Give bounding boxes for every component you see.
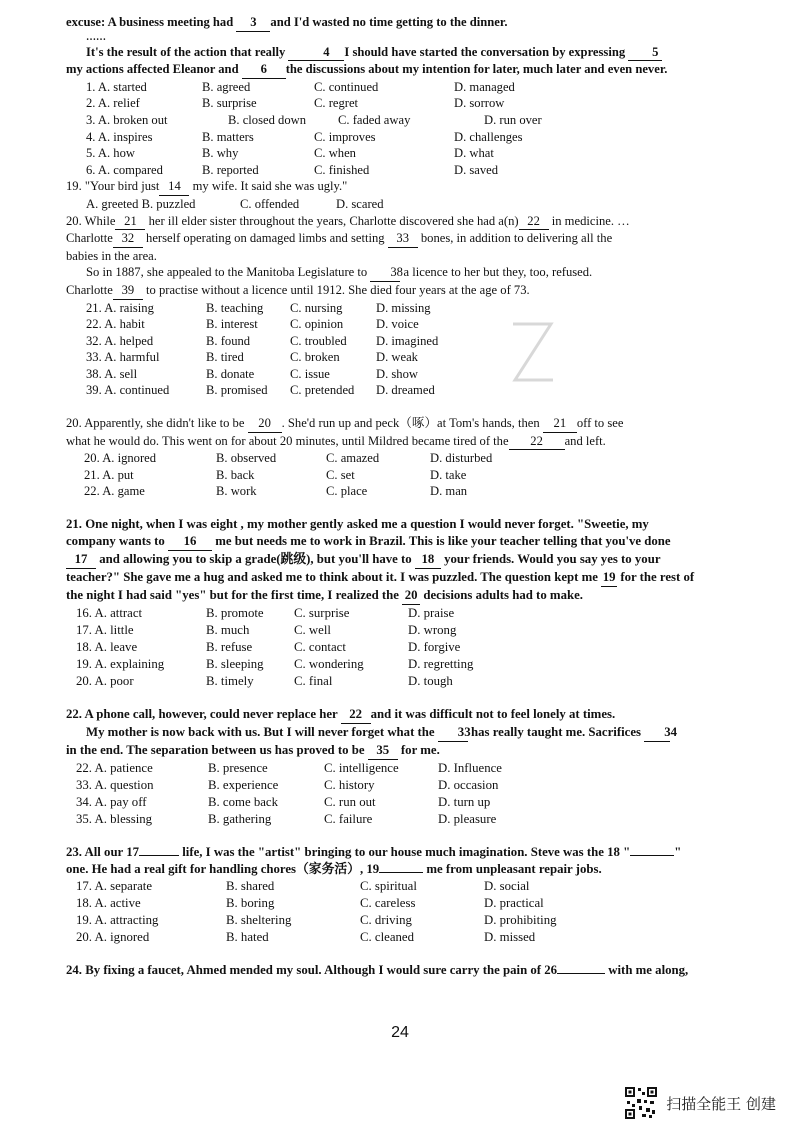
section-question-21 [66,516,756,690]
blank-19 [379,872,423,873]
passage-line [66,533,756,551]
option: C. troubled [290,333,347,348]
text: her ill elder sister throughout the years, Charlotte discovered she had a(n) [145,213,519,228]
passage-line [66,706,756,724]
option: 17. A. little [76,623,134,638]
passage-line [66,724,756,742]
option: 5. A. how [86,146,135,161]
options-grid [66,79,756,179]
option: 20. A. ignored [84,451,157,466]
option: C. continued [314,79,379,94]
blank-21: 21 [115,213,145,231]
option: C. faded away [338,112,411,127]
option: D. missed [484,930,536,945]
option: D. run over [484,112,542,127]
option: D. tough [408,674,453,689]
section-passage-1 [66,14,756,178]
blank-21: 21 [543,415,577,433]
option: C. improves [314,129,376,144]
text: in the end. The separation between us has proved to be [66,743,368,758]
option: C. run out [324,795,376,810]
passage-line [66,569,756,587]
option: C. careless [360,896,416,911]
page-number: 24 [391,1024,409,1041]
scanner-app-text: 扫描全能王 创建 [666,1094,776,1113]
option: C. place [326,484,368,499]
ellipsis: …… [86,31,106,43]
blank-20: 20 [402,587,420,605]
passage-line [66,433,756,451]
option: B. timely [206,674,254,689]
text: Charlotte [66,231,113,246]
passage-line [66,742,756,760]
section-question-20-mildred [66,415,756,500]
text: one. He had a real gift for handling chores（家务活）, 19 [66,862,380,877]
text: So in 1887, she appealed to the Manitoba Legislature to [86,265,371,280]
text: 24. By fixing a faucet, Ahmed mended my soul. Although I would sure carry the pain of 26 [66,963,558,978]
option: B. work [216,484,257,499]
text: It's the result of the action that really [86,44,289,59]
passage-line [66,213,756,231]
text: 20. Apparently, she didn't like to be [66,416,248,431]
blank-20: 20 [248,415,282,433]
option: 34. A. pay off [76,795,147,810]
option: 6. A. compared [86,162,163,177]
option: C. spiritual [360,879,417,894]
passage-line [66,44,756,62]
passage-line [66,230,756,248]
option: B. found [206,333,251,348]
text: 22. A phone call, however, could never replace her [66,707,341,722]
option: B. hated [226,930,269,945]
option: C. driving [360,913,412,928]
option: 22. A. patience [76,761,153,776]
option: B. closed down [228,112,307,127]
option: C. opinion [290,317,344,332]
text: life, I was the "artist" bringing to our house much imagination. Steve was the 18 " [179,845,631,860]
blank-35: 35 [368,742,398,760]
option: 21. A. put [84,467,134,482]
option: D. turn up [438,795,491,810]
text: 20. While [66,213,116,228]
text: for me. [397,743,440,758]
section-question-23 [66,844,756,946]
passage-line: 21. One night, when I was eight , my mother gently asked me a question I would never forget. "Sweetie, my [66,517,649,532]
text: what he would do. This went on for about 20 minutes, until Mildred became tired of the [66,433,509,448]
option: C. surprise [294,606,350,621]
option: D. man [430,484,468,499]
option: 18. A. active [76,896,141,911]
option: D. weak [376,350,418,365]
blank-38: 38 [370,264,400,282]
blank-39: 39 [113,282,143,300]
option: C. set [326,467,355,482]
section-question-20-charlotte [66,213,756,400]
option: 17. A. separate [76,879,153,894]
option: 19. A. explaining [76,657,165,672]
text: 23. All our 17 [66,845,140,860]
option: B. matters [202,129,254,144]
text: my wife. It said she was ugly." [189,179,348,194]
text: decisions adults had to make. [420,588,583,603]
option: D. occasion [438,778,499,793]
options-grid [66,300,756,400]
option: C. when [314,146,356,161]
text: me from unpleasant repair jobs. [423,862,602,877]
text: company wants to [66,534,169,549]
option: 4. A. inspires [86,129,153,144]
option: 22. A. game [84,484,145,499]
text: herself operating on damaged limbs and setting [142,231,388,246]
options-grid [66,605,756,690]
option: 3. A. broken out [86,112,168,127]
passage-line: babies in the area. [66,248,157,263]
option: B. sleeping [206,657,264,672]
text: your friends. Would you say yes to your [440,552,661,567]
option: 22. A. habit [86,317,145,332]
option: B. interest [206,317,258,332]
text: my actions affected Eleanor and [66,62,242,77]
text: . She'd run up and peck（啄）at Tom's hands, then [281,416,543,431]
passage-line [66,551,756,569]
passage-line [66,415,756,433]
option: C. intelligence [324,761,399,776]
option: D. show [376,366,418,381]
option: B. much [206,623,250,638]
blank-18: 18 [415,551,441,569]
option: D. scared [336,196,384,211]
option: C. amazed [326,451,380,466]
option: B. sheltering [226,913,292,928]
blank-17: 17 [66,551,96,569]
blank-16: 16 [168,533,212,551]
option: B. gathering [208,812,272,827]
blank-33: 33 [438,724,468,742]
scanner-footer [624,1086,776,1120]
option: 33. A. question [76,778,154,793]
text: bones, in addition to delivering all the [417,231,613,246]
option: D. prohibiting [484,913,557,928]
text: and allowing you to skip a grade(跳级), but you'll have to [96,552,415,567]
passage-line [66,861,756,878]
option: B. boring [226,896,275,911]
option: 20. A. ignored [76,930,150,945]
blank-3: 3 [236,14,270,32]
blank-19: 19 [601,569,617,587]
option: B. promote [206,606,264,621]
option: B. come back [208,795,279,810]
passage-line [66,61,756,79]
option: D. forgive [408,640,461,655]
section-question-24 [66,962,756,979]
option: B. observed [216,451,277,466]
text: has really taught me. Sacrifices [467,725,645,740]
text: to practise without a licence until 1912. She died four years at the age of 73. [142,282,530,297]
option: C. issue [290,366,330,381]
option: C. broken [290,350,340,365]
option: D. Influence [438,761,502,776]
option: B. surprise [202,96,257,111]
options-grid [66,450,756,500]
option: D. disturbed [430,451,493,466]
blank-26 [557,973,605,974]
option: A. greeted B. puzzled [86,196,196,211]
passage-line [66,282,756,300]
passage-line [66,962,756,979]
exam-page [66,14,756,979]
option: D. imagined [376,333,439,348]
blank-34: 34 [644,724,670,742]
option: C. failure [324,812,373,827]
option: D. take [430,467,467,482]
option: 18. A. leave [76,640,138,655]
option: D. wrong [408,623,457,638]
blank-22: 22 [519,213,549,231]
text: with me along, [605,963,689,978]
watermark-mark [505,318,559,386]
blank-14: 14 [159,178,189,196]
option: C. finished [314,162,370,177]
text: I should have started the conversation by expressing [344,44,629,59]
passage-line [66,587,756,605]
question-line [66,178,756,196]
option: B. donate [206,366,255,381]
blank-32: 32 [113,230,143,248]
text: a licence to her but they, too, refused. [400,265,593,280]
option: C. final [294,674,333,689]
options-grid [66,878,756,946]
option: C. well [294,623,331,638]
text: in medicine. … [548,213,630,228]
option: B. reported [202,162,259,177]
option: D. pleasure [438,812,497,827]
option: D. regretting [408,657,474,672]
option: D. dreamed [376,383,435,398]
text: My mother is now back with us. But I will never forget what the [86,725,438,740]
option: 16. A. attract [76,606,143,621]
blank-18 [630,855,674,856]
option: B. refuse [206,640,253,655]
option: B. why [202,146,239,161]
option: D. praise [408,606,455,621]
option: 1. A. started [86,79,147,94]
section-question-19 [66,178,756,212]
option: D. missing [376,300,431,315]
text: me but needs me to work in Brazil. This is like your teacher telling that you've done [212,534,671,549]
option: 35. A. blessing [76,812,153,827]
option: D. sorrow [454,96,505,111]
option: C. contact [294,640,346,655]
option: C. wondering [294,657,364,672]
blank-17 [139,855,179,856]
option: B. teaching [206,300,264,315]
text: for the rest of [617,570,695,585]
blank-22: 22 [509,433,565,451]
options-grid [66,760,756,828]
option: 20. A. poor [76,674,134,689]
option: D. managed [454,79,515,94]
option: 39. A. continued [86,383,170,398]
passage-line [66,264,756,282]
text: 19. "Your bird just [66,179,160,194]
option: D. what [454,146,494,161]
option: 38. A. sell [86,366,138,381]
qr-code-icon [624,1086,658,1120]
blank-33: 33 [388,230,418,248]
option: D. social [484,879,530,894]
option: 33. A. harmful [86,350,160,365]
option: 21. A. raising [86,300,154,315]
text: off to see [576,416,624,431]
blank-6: 6 [242,61,286,79]
option: C. regret [314,96,359,111]
option: B. shared [226,879,275,894]
option: B. tired [206,350,244,365]
option: 19. A. attracting [76,913,159,928]
option: B. agreed [202,79,251,94]
text: and I'd wasted no time getting to the dinner. [270,15,508,29]
text: " [674,845,682,860]
option: D. voice [376,317,419,332]
option: B. experience [208,778,279,793]
option: B. presence [208,761,268,776]
blank-5: 5 [628,44,662,62]
option: C. cleaned [360,930,415,945]
passage-line [66,844,756,861]
option: D. practical [484,896,544,911]
option: 2. A. relief [86,96,140,111]
blank-22: 22 [341,706,371,724]
option: D. challenges [454,129,523,144]
option: C. offended [240,196,300,211]
text: the discussions about my intention for later, much later and even never. [285,62,668,77]
option: B. promised [206,383,268,398]
option: B. back [216,467,255,482]
blank-4: 4 [288,44,344,62]
text: the night I had said "yes" but for the first time, I realized the [66,588,403,603]
text: and left. [564,433,606,448]
options-grid [66,196,756,213]
text: teacher?" She gave me a hug and asked me to think about it. I was puzzled. The question kept me [66,570,602,585]
text: excuse: A business meeting had [66,15,237,29]
option: C. history [324,778,375,793]
option: C. nursing [290,300,343,315]
text: Charlotte [66,282,113,297]
text: and it was difficult not to feel lonely at times. [370,707,616,722]
option: D. saved [454,162,499,177]
section-question-22 [66,706,756,828]
option: 32. A. helped [86,333,154,348]
option: C. pretended [290,383,355,398]
passage-line [66,14,756,32]
